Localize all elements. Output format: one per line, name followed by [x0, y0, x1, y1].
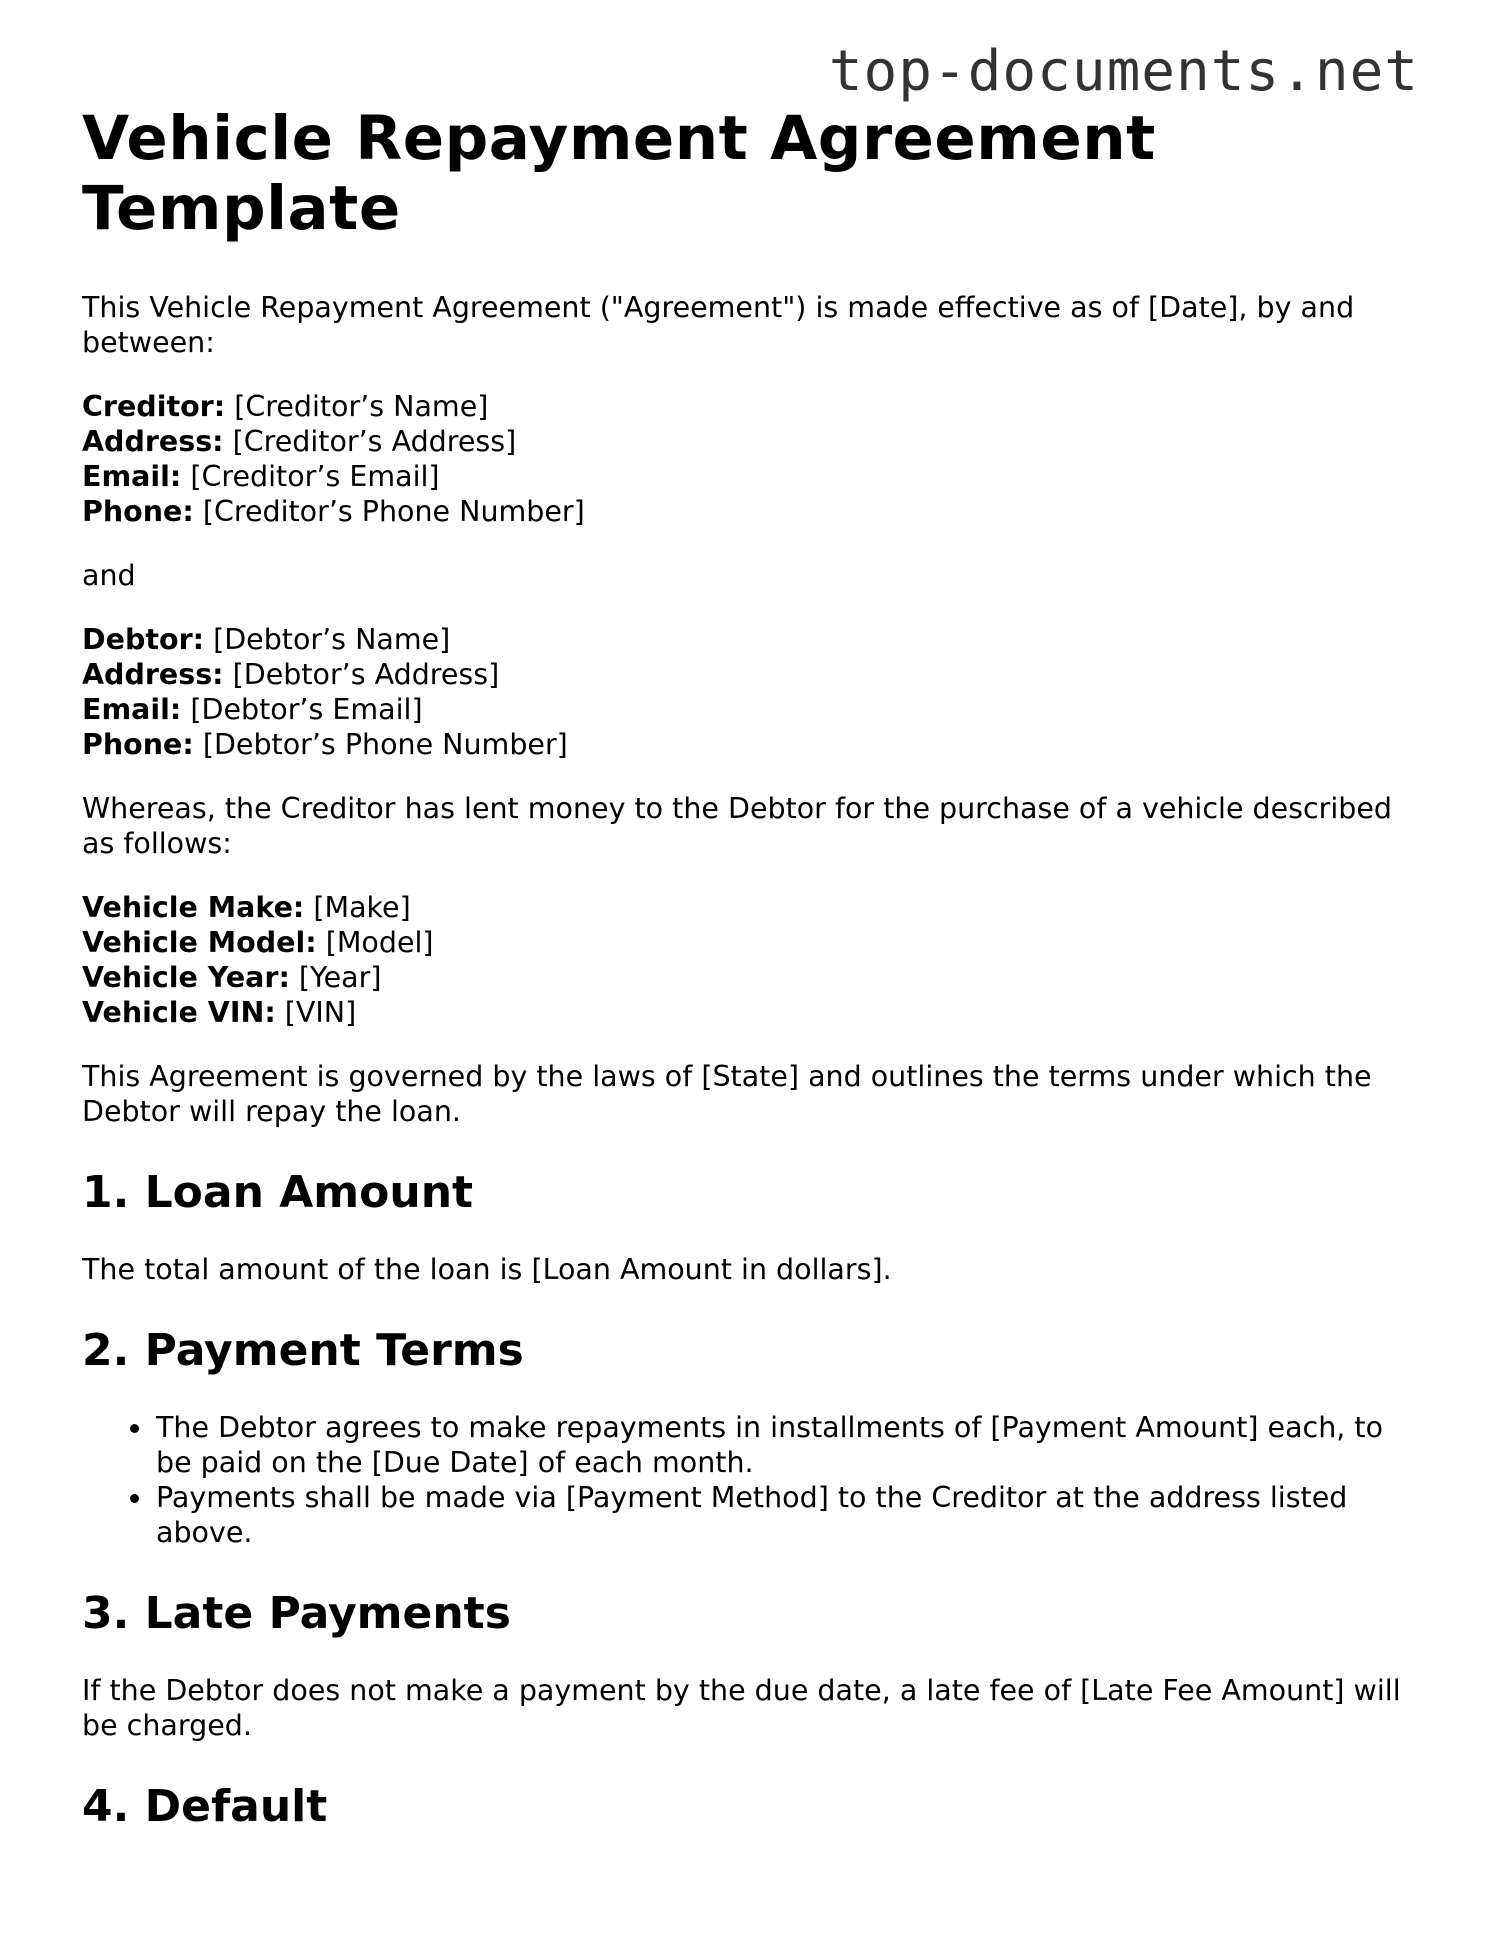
field-label: Vehicle Make:: [82, 891, 305, 924]
loan-amount-paragraph: The total amount of the loan is [Loan Amount in dollars].: [82, 1253, 892, 1286]
site-watermark: top-documents.net: [828, 39, 1419, 104]
section-heading-late-payments: 3. Late Payments: [82, 1588, 511, 1639]
section-heading-default: 4. Default: [82, 1781, 328, 1832]
field-label: Vehicle Model:: [82, 926, 317, 959]
vehicle-vin-line: [82, 995, 1402, 1030]
field-value: [Creditor’s Phone Number]: [202, 495, 585, 528]
and-separator: and: [82, 559, 136, 592]
field-label: Address:: [82, 425, 224, 458]
intro-paragraph: This Vehicle Repayment Agreement ("Agreement") is made effective as of [Date], by and between:: [82, 291, 1355, 359]
vehicle-block: [82, 890, 1402, 1030]
field-value: [Model]: [325, 926, 434, 959]
field-label: Vehicle Year:: [82, 961, 290, 994]
field-value: [Creditor’s Address]: [232, 425, 517, 458]
field-label: Phone:: [82, 495, 194, 528]
creditor-phone-line: [82, 494, 1402, 529]
vehicle-make-line: [82, 890, 1402, 925]
field-value: [Creditor’s Email]: [190, 460, 440, 493]
field-value: [Debtor’s Phone Number]: [202, 728, 568, 761]
field-label: Creditor:: [82, 390, 226, 423]
field-value: [Make]: [313, 891, 411, 924]
vehicle-model-line: [82, 925, 1402, 960]
section-heading-payment-terms: 2. Payment Terms: [82, 1325, 524, 1376]
whereas-paragraph: Whereas, the Creditor has lent money to the Debtor for the purchase of a vehicle described as follows:: [82, 792, 1393, 860]
debtor-block: [82, 622, 1402, 762]
section-heading-loan-amount: 1. Loan Amount: [82, 1167, 474, 1218]
list-item: • Payments shall be made via [Payment Method] to the Creditor at the address listed above.: [154, 1480, 1402, 1550]
field-value: [VIN]: [284, 996, 357, 1029]
field-label: Debtor:: [82, 623, 205, 656]
creditor-address-line: [82, 424, 1402, 459]
payment-terms-list: [82, 1410, 1402, 1550]
creditor-name-line: [82, 389, 1402, 424]
debtor-address-line: [82, 657, 1402, 692]
creditor-email-line: [82, 459, 1402, 494]
debtor-name-line: [82, 622, 1402, 657]
debtor-email-line: [82, 692, 1402, 727]
creditor-block: [82, 389, 1402, 529]
debtor-phone-line: [82, 727, 1402, 762]
vehicle-year-line: [82, 960, 1402, 995]
list-item: • The Debtor agrees to make repayments in installments of [Payment Amount] each, to be paid on the [Due Date] of each month.: [154, 1410, 1402, 1480]
document-page: [82, 104, 1402, 1866]
late-payments-paragraph: If the Debtor does not make a payment by the due date, a late fee of [Late Fee Amount] will be charged.: [82, 1674, 1401, 1742]
field-value: [Creditor’s Name]: [234, 390, 489, 423]
field-value: [Debtor’s Name]: [213, 623, 451, 656]
field-value: [Year]: [298, 961, 382, 994]
field-label: Phone:: [82, 728, 194, 761]
field-label: Vehicle VIN:: [82, 996, 276, 1029]
field-label: Email:: [82, 693, 182, 726]
field-value: [Debtor’s Email]: [190, 693, 423, 726]
governing-law-paragraph: This Agreement is governed by the laws of [State] and outlines the terms under which the Debtor will repay the loan.: [82, 1060, 1372, 1128]
document-title: Vehicle Repayment Agreement Template: [82, 103, 1156, 244]
field-label: Address:: [82, 658, 224, 691]
field-value: [Debtor’s Address]: [232, 658, 500, 691]
field-label: Email:: [82, 460, 182, 493]
